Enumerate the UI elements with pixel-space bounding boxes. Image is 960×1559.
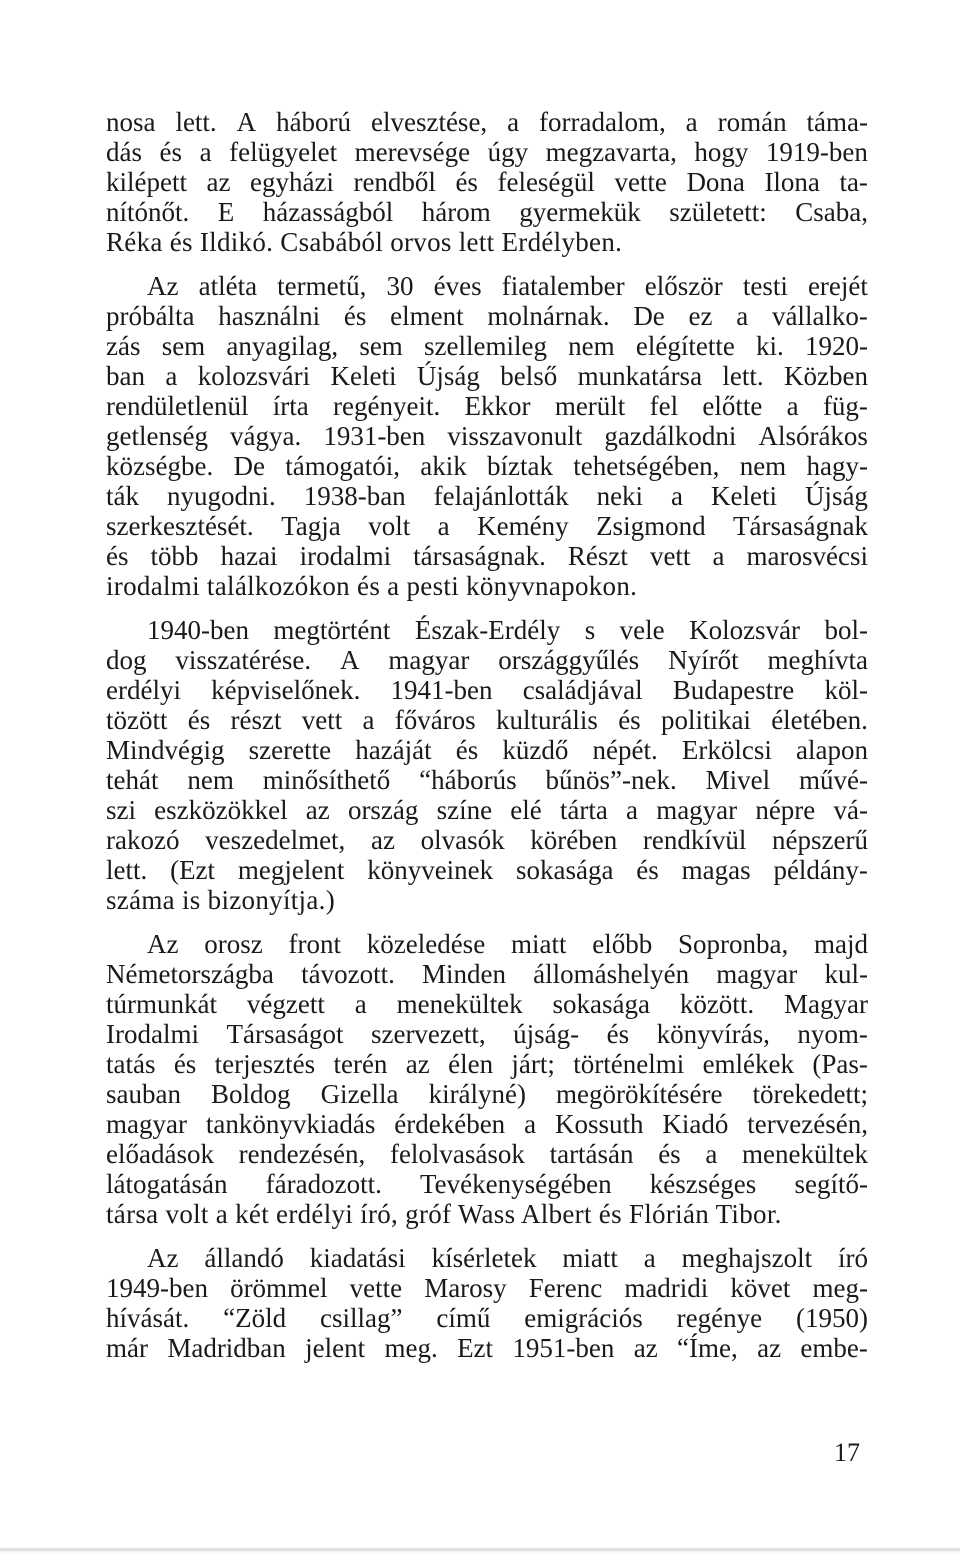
text-line: társa volt a két erdélyi író, gróf Wass Albert és Flórián Tibor.: [106, 1199, 782, 1229]
text-line: hívását. “Zöld csillag” című emigrációs regénye (1950): [106, 1303, 868, 1333]
text-line: Az atléta termetű, 30 éves fiatalember először testi erejét: [147, 271, 868, 301]
text-line: ban a kolozsvári Keleti Újság belső munkatársa lett. Közben: [106, 361, 868, 391]
text-line: tatás és terjesztés terén az élen járt; történelmi emlékek (Pas-: [106, 1049, 868, 1079]
text-line: 1940-ben megtörtént Észak-Erdély s vele Kolozsvár bol-: [147, 615, 868, 645]
text-line: látogatásán fáradozott. Tevékenységében készséges segítő-: [106, 1169, 868, 1199]
text-line: Mindvégig szerette hazáját és küzdő népét. Erkölcsi alapon: [106, 735, 868, 765]
text-line: ták nyugodni. 1938-ban felajánlották neki a Keleti Újság: [106, 481, 868, 511]
text-line: tehát nem minősíthető “háborús bűnös”-nek. Mivel művé-: [106, 765, 868, 795]
text-line: sauban Boldog Gizella királyné) megörökítésére törekedett;: [106, 1079, 868, 1109]
text-line: községbe. De támogatói, akik bíztak tehetségében, nem hagy-: [106, 451, 868, 481]
text-line: rakozó veszedelmet, az olvasók körében rendkívül népszerű: [106, 825, 868, 855]
text-line: dás és a felügyelet merevsége úgy megzavarta, hogy 1919-ben: [106, 137, 868, 167]
text-line: túrmunkát végzett a menekültek sokasága között. Magyar: [106, 989, 868, 1019]
scan-edge-line: [0, 1547, 960, 1553]
text-line: nosa lett. A háború elvesztése, a forradalom, a román táma-: [106, 107, 868, 137]
text-line: Irodalmi Társaságot szervezett, újság- és könyvírás, nyom-: [106, 1019, 868, 1049]
page-number: 17: [834, 1438, 860, 1467]
text-line: magyar tankönyvkiadás érdekében a Kossuth Kiadó tervezésén,: [106, 1109, 868, 1139]
text-line: szerkesztését. Tagja volt a Kemény Zsigmond Társaságnak: [106, 511, 868, 541]
text-line: erdélyi képviselőnek. 1941-ben családjával Budapestre köl-: [106, 675, 868, 705]
text-line: Réka és Ildikó. Csabából orvos lett Erdélyben.: [106, 227, 623, 257]
text-line: előadások rendezésén, felolvasások tartásán és a menekültek: [106, 1139, 868, 1169]
text-line: és több hazai irodalmi társaságnak. Részt vett a marosvécsi: [106, 541, 868, 571]
text-line: lett. (Ezt megjelent könyveinek sokasága és magas példány-: [106, 855, 868, 885]
text-line: szi eszközökkel az ország színe elé tárta a magyar népre vá-: [106, 795, 868, 825]
text-line: zás sem anyagilag, sem szellemileg nem elégítette ki. 1920-: [106, 331, 868, 361]
text-line: száma is bizonyítja.): [106, 885, 335, 915]
text-line: getlenség vágya. 1931-ben visszavonult gazdálkodni Alsórákos: [106, 421, 868, 451]
text-line: 1949-ben örömmel vette Marosy Ferenc madridi követ meg-: [106, 1273, 868, 1303]
text-line: próbálta használni és elment molnárnak. De ez a vállalko-: [106, 301, 868, 331]
text-line: Az állandó kiadatási kísérletek miatt a meghajszolt író: [147, 1243, 868, 1273]
text-line: dog visszatérése. A magyar országgyűlés Nyírőt meghívta: [106, 645, 868, 675]
text-line: Az orosz front közeledése miatt előbb Sopronba, majd: [147, 929, 868, 959]
text-line: rendületlenül írta regényeit. Ekkor merült fel előtte a füg-: [106, 391, 868, 421]
text-line: nítónőt. E házasságból három gyermekük született: Csaba,: [106, 197, 868, 227]
text-line: tözött és részt vett a főváros kulturális és politikai életében.: [106, 705, 868, 735]
text-line: irodalmi találkozókon és a pesti könyvnapokon.: [106, 571, 638, 601]
text-line: Németországba távozott. Minden állomáshelyén magyar kul-: [106, 959, 868, 989]
text-line: kilépett az egyházi rendből és feleségül vette Dona Ilona ta-: [106, 167, 868, 197]
text-line: már Madridban jelent meg. Ezt 1951-ben az “Íme, az embe-: [106, 1333, 868, 1363]
